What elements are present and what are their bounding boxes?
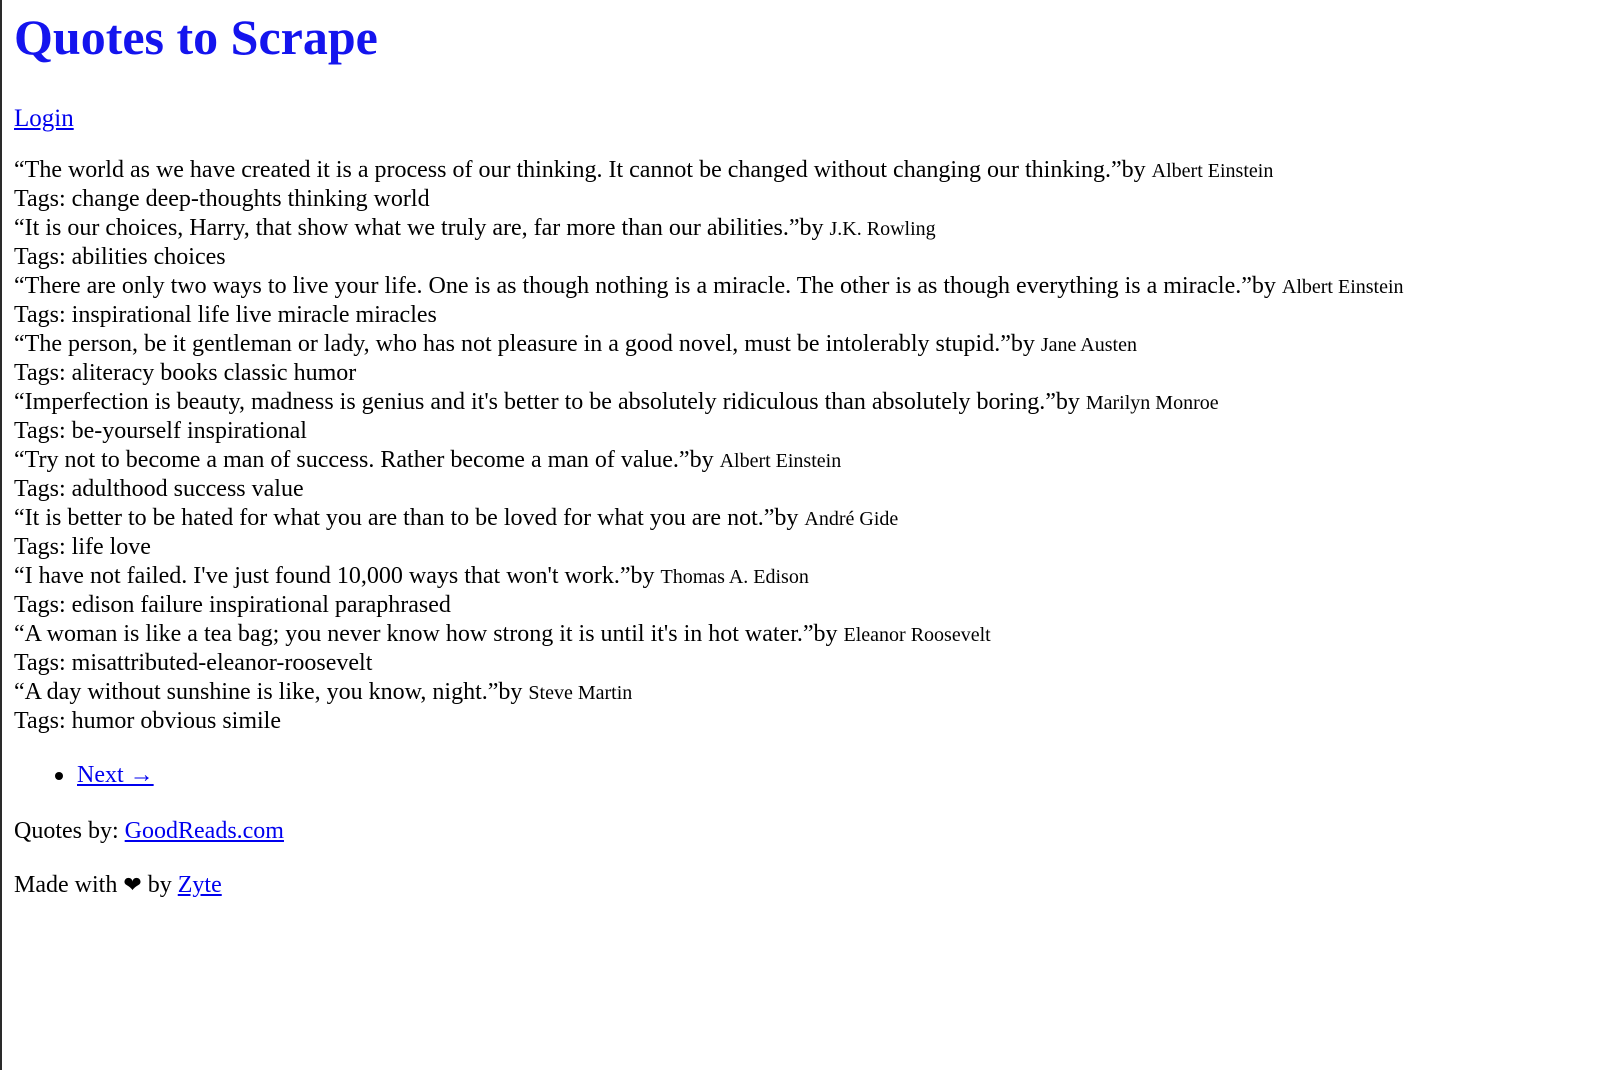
quote-text: “There are only two ways to live your life. One is as though nothing is a miracle. The other is as though everything is a miracle.”	[14, 273, 1252, 299]
quote-line	[14, 620, 1584, 649]
quote-author: Eleanor Roosevelt	[843, 624, 991, 646]
quote-text: “It is our choices, Harry, that show what we truly are, far more than our abilities.”	[14, 215, 800, 241]
next-page-link[interactable]: Next →	[77, 762, 154, 788]
quote-line	[14, 272, 1584, 301]
tags-label: Tags:	[14, 360, 66, 386]
quote-item	[14, 330, 1584, 388]
made-with-label: Made with	[14, 872, 118, 898]
quote-line	[14, 562, 1584, 591]
page-content	[14, 0, 1584, 900]
quote-line	[14, 388, 1584, 417]
site-title-link[interactable]: Quotes to Scrape	[14, 9, 378, 65]
quote-text: “A day without sunshine is like, you know, night.”	[14, 679, 499, 705]
tags-list: change deep-thoughts thinking world	[71, 186, 430, 212]
tags-label: Tags:	[14, 708, 66, 734]
tags-label: Tags:	[14, 476, 66, 502]
tags-line	[14, 475, 1584, 504]
quote-item	[14, 156, 1584, 214]
quote-text: “I have not failed. I've just found 10,000 ways that won't work.”	[14, 563, 631, 589]
quote-line	[14, 446, 1584, 475]
tags-line	[14, 185, 1584, 214]
quote-by-label: by	[813, 621, 838, 647]
footer-made-with	[14, 870, 1584, 900]
tags-label: Tags:	[14, 244, 66, 270]
tags-label: Tags:	[14, 650, 66, 676]
quote-text: “It is better to be hated for what you are than to be loved for what you are not.”	[14, 505, 775, 531]
quote-author: Albert Einstein	[1151, 160, 1274, 182]
quote-author: Albert Einstein	[719, 450, 842, 472]
tags-list: life love	[71, 534, 151, 560]
tags-list: misattributed-eleanor-roosevelt	[71, 650, 373, 676]
quote-text: “Try not to become a man of success. Rather become a man of value.”	[14, 447, 690, 473]
quote-item	[14, 388, 1584, 446]
tags-list: abilities choices	[71, 244, 226, 270]
tags-line	[14, 533, 1584, 562]
quote-text: “The world as we have created it is a process of our thinking. It cannot be changed without changing our thinking.”	[14, 157, 1122, 183]
quote-line	[14, 504, 1584, 533]
tags-list: inspirational life live miracle miracles	[71, 302, 437, 328]
tags-line	[14, 243, 1584, 272]
goodreads-link[interactable]: GoodReads.com	[124, 818, 284, 844]
quote-line	[14, 678, 1584, 707]
quote-by-label: by	[799, 215, 824, 241]
login-row	[14, 104, 1584, 134]
heart-icon: ❤	[123, 873, 142, 898]
quote-text: “The person, be it gentleman or lady, who has not pleasure in a good novel, must be intolerably stupid.”	[14, 331, 1011, 357]
quote-list	[14, 156, 1584, 736]
quote-text: “Imperfection is beauty, madness is genius and it's better to be absolutely ridiculous than absolutely boring.”	[14, 389, 1056, 415]
tags-list: humor obvious simile	[71, 708, 281, 734]
quote-item	[14, 620, 1584, 678]
pager-next-item	[14, 760, 1584, 790]
quote-line	[14, 156, 1584, 185]
tags-line	[14, 301, 1584, 330]
footer-quotes-by	[14, 816, 1584, 846]
login-link[interactable]: Login	[14, 105, 74, 132]
quote-by-label: by	[498, 679, 523, 705]
quote-text: “A woman is like a tea bag; you never know how strong it is until it's in hot water.”	[14, 621, 814, 647]
quote-by-label: by	[1010, 331, 1035, 357]
tags-list: be-yourself inspirational	[71, 418, 307, 444]
quote-author: Thomas A. Edison	[660, 566, 809, 588]
quote-by-label: by	[689, 447, 714, 473]
quote-item	[14, 562, 1584, 620]
quote-item	[14, 504, 1584, 562]
tags-line	[14, 591, 1584, 620]
quote-author: Steve Martin	[528, 682, 633, 704]
tags-line	[14, 649, 1584, 678]
quote-by-label: by	[1251, 273, 1276, 299]
quote-author: Jane Austen	[1040, 334, 1137, 356]
tags-label: Tags:	[14, 592, 66, 618]
tags-label: Tags:	[14, 186, 66, 212]
tags-line	[14, 417, 1584, 446]
quote-by-label: by	[774, 505, 799, 531]
window-left-edge	[0, 0, 2, 1070]
quote-by-label: by	[1121, 157, 1146, 183]
quotes-by-label: Quotes by:	[14, 818, 119, 844]
quote-item	[14, 446, 1584, 504]
quote-author: Albert Einstein	[1281, 276, 1404, 298]
quote-item	[14, 214, 1584, 272]
tags-list: adulthood success value	[71, 476, 304, 502]
quote-author: André Gide	[804, 508, 899, 530]
quote-item	[14, 272, 1584, 330]
tags-list: edison failure inspirational paraphrased	[71, 592, 451, 618]
quote-line	[14, 214, 1584, 243]
quote-author: J.K. Rowling	[829, 218, 936, 240]
tags-line	[14, 359, 1584, 388]
zyte-link[interactable]: Zyte	[177, 872, 222, 898]
by-label: by	[147, 872, 172, 898]
tags-line	[14, 707, 1584, 736]
quote-author: Marilyn Monroe	[1085, 392, 1219, 414]
pager	[14, 760, 1584, 790]
quote-by-label: by	[630, 563, 655, 589]
site-header	[14, 6, 1584, 68]
quote-line	[14, 330, 1584, 359]
tags-list: aliteracy books classic humor	[71, 360, 357, 386]
tags-label: Tags:	[14, 418, 66, 444]
quote-by-label: by	[1055, 389, 1080, 415]
tags-label: Tags:	[14, 302, 66, 328]
bullet-icon	[55, 772, 63, 780]
tags-label: Tags:	[14, 534, 66, 560]
quote-item	[14, 678, 1584, 736]
